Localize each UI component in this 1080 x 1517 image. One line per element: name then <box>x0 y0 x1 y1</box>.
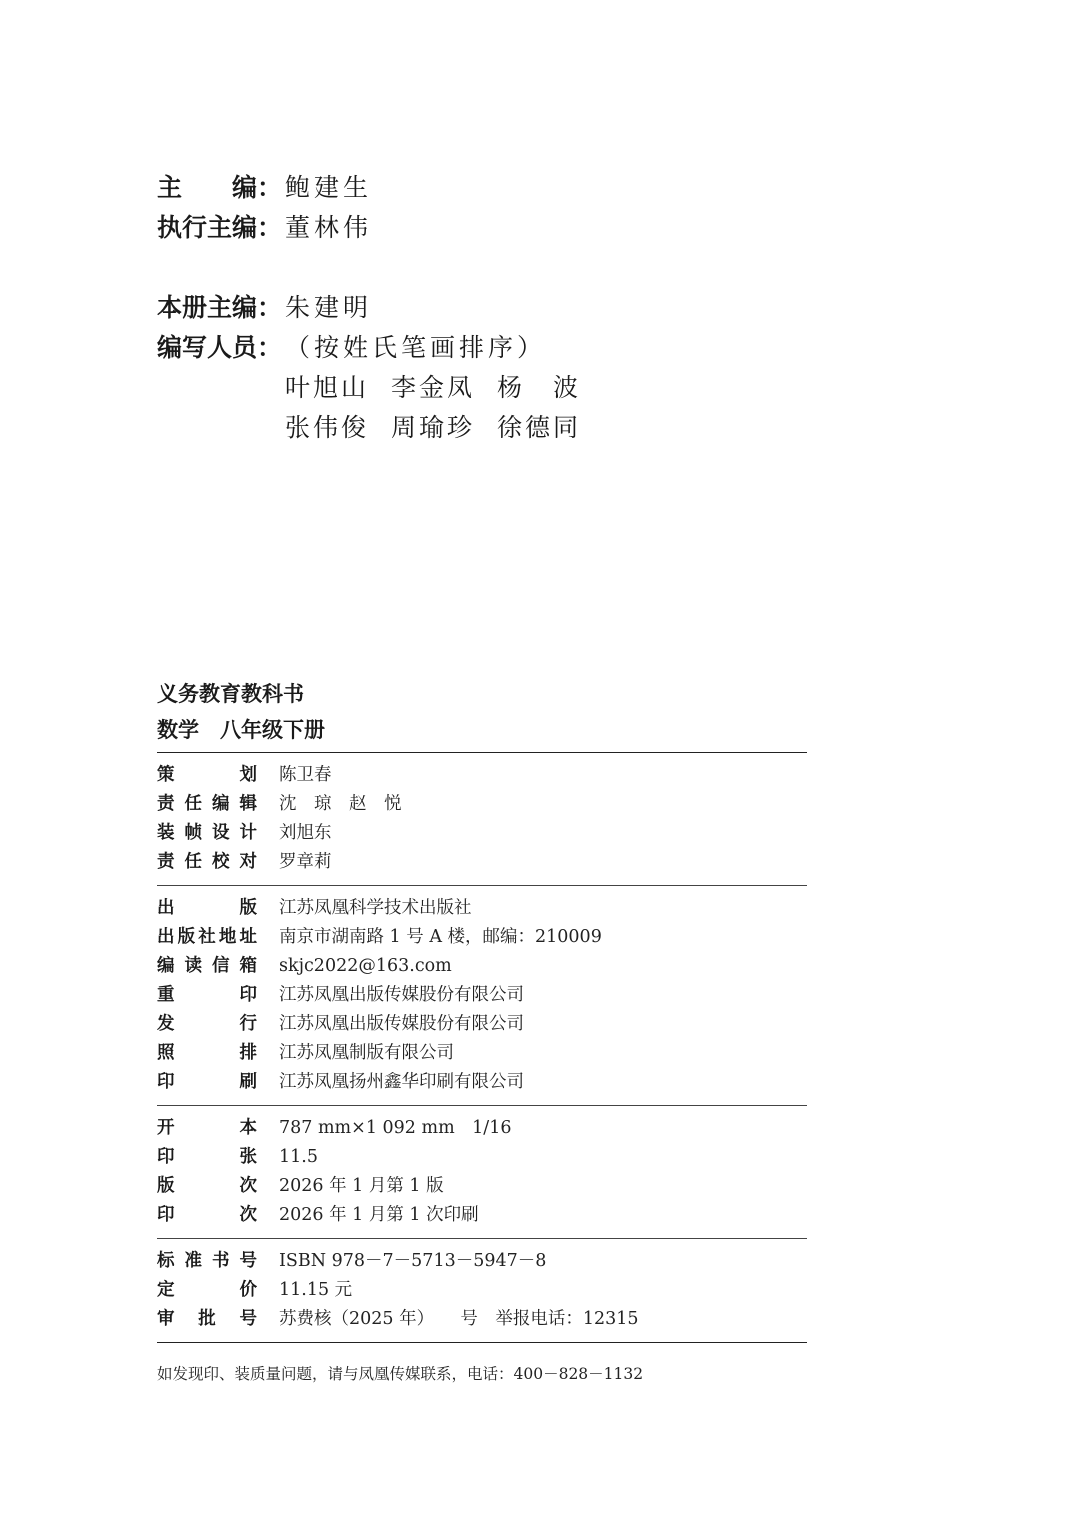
imprint-value: 2026 年 1 月第 1 次印刷 <box>279 1205 479 1225</box>
imprint-label-char: 版 <box>177 927 196 947</box>
imprint-label-char: 编 <box>157 956 175 976</box>
imprint-label <box>157 1201 257 1230</box>
imprint-value: 江苏凤凰出版传媒股份有限公司 <box>279 985 524 1005</box>
imprint-label-char: 社 <box>198 927 216 947</box>
imprint-section <box>157 753 807 885</box>
imprint-label <box>157 1068 257 1097</box>
imprint-label-char: 照 <box>157 1043 175 1063</box>
volume-editor-line <box>157 288 603 328</box>
imprint-value: 江苏凤凰扬州鑫华印刷有限公司 <box>279 1072 524 1092</box>
imprint-label-char: 次 <box>239 1205 257 1225</box>
imprint-label-char: 书 <box>212 1251 230 1271</box>
imprint-sections <box>157 753 807 1343</box>
imprint-label-char: 审 <box>157 1309 175 1329</box>
imprint-label-char: 帧 <box>184 823 202 843</box>
imprint-value: ISBN 978－7－5713－5947－8 <box>279 1251 547 1271</box>
credits-block <box>157 168 603 448</box>
imprint-row <box>157 923 807 952</box>
imprint-label-char: 版 <box>239 898 257 918</box>
imprint-label-char: 信 <box>212 956 230 976</box>
imprint-row <box>157 790 807 819</box>
imprint-label <box>157 761 257 790</box>
imprint-row <box>157 1114 807 1143</box>
imprint-row <box>157 761 807 790</box>
imprint-label-char: 价 <box>239 1280 257 1300</box>
imprint-row <box>157 1039 807 1068</box>
imprint-label-char: 责 <box>157 794 175 814</box>
imprint-label <box>157 790 257 819</box>
imprint-label <box>157 952 257 981</box>
imprint-row <box>157 1247 807 1276</box>
volume-editor-name: 朱建明 <box>285 293 373 322</box>
imprint-label-char: 址 <box>239 927 257 947</box>
imprint-label <box>157 981 257 1010</box>
imprint-label <box>157 1172 257 1201</box>
imprint-row <box>157 1143 807 1172</box>
imprint-label-char: 策 <box>157 765 175 785</box>
imprint-label-char: 发 <box>157 1014 175 1034</box>
imprint-value: 沈 琼 赵 悦 <box>279 794 402 814</box>
imprint-row <box>157 848 807 877</box>
imprint-value: 苏费核（2025 年） 号 举报电话：12315 <box>279 1309 639 1329</box>
writer-name: 张伟俊 <box>285 413 370 442</box>
writer-name: 叶旭山 <box>285 373 370 402</box>
imprint-row <box>157 981 807 1010</box>
imprint-label-char: 对 <box>239 852 257 872</box>
writer-name: 杨 波 <box>497 373 582 402</box>
imprint-label-char: 印 <box>157 1072 175 1092</box>
executive-editor-line <box>157 208 603 248</box>
imprint-value: 11.15 元 <box>279 1280 353 1300</box>
writers-row <box>285 408 603 448</box>
book-series: 义务教育教科书 <box>157 682 304 706</box>
imprint-label <box>157 923 257 952</box>
imprint-label-char: 开 <box>157 1118 175 1138</box>
imprint-value: 刘旭东 <box>279 823 332 843</box>
imprint-label-char: 校 <box>212 852 230 872</box>
imprint-label-char: 准 <box>184 1251 202 1271</box>
imprint-row <box>157 819 807 848</box>
imprint-label <box>157 1039 257 1068</box>
imprint-label-char: 出 <box>157 898 175 918</box>
imprint-label-char: 箱 <box>239 956 257 976</box>
imprint-row <box>157 1201 807 1230</box>
imprint-value: skjc2022@163.com <box>279 956 452 976</box>
imprint-label-char: 号 <box>239 1309 257 1329</box>
imprint-value: 2026 年 1 月第 1 版 <box>279 1176 444 1196</box>
imprint-label <box>157 1143 257 1172</box>
imprint-value: 江苏凤凰科学技术出版社 <box>279 898 472 918</box>
footer-notice: 如发现印、装质量问题，请与凤凰传媒联系，电话：400－828－1132 <box>157 1365 644 1383</box>
imprint-value: 江苏凤凰制版有限公司 <box>279 1043 454 1063</box>
imprint-label-char: 印 <box>157 1205 175 1225</box>
imprint-label <box>157 894 257 923</box>
imprint-value: 787 mm×1 092 mm 1/16 <box>279 1118 512 1138</box>
book-title: 数学 八年级下册 <box>157 718 325 742</box>
divider <box>157 1342 807 1343</box>
writers-names <box>285 368 603 448</box>
imprint-label-char: 印 <box>239 985 257 1005</box>
imprint-label <box>157 848 257 877</box>
executive-editor-label: 执行主编： <box>157 213 283 242</box>
imprint-label <box>157 1247 257 1276</box>
imprint-row <box>157 1305 807 1334</box>
imprint-label-char: 编 <box>212 794 230 814</box>
imprint-section <box>157 1106 807 1238</box>
imprint-label <box>157 1305 257 1334</box>
imprint-row <box>157 1010 807 1039</box>
imprint-label-char: 印 <box>157 1147 175 1167</box>
imprint-label-char: 设 <box>212 823 230 843</box>
imprint-label-char: 读 <box>184 956 202 976</box>
imprint-label-char: 定 <box>157 1280 175 1300</box>
imprint-label-char: 标 <box>157 1251 175 1271</box>
imprint-label-char: 出 <box>157 927 175 947</box>
imprint-label-char: 张 <box>239 1147 257 1167</box>
imprint-label-char: 排 <box>239 1043 257 1063</box>
imprint-row <box>157 1172 807 1201</box>
imprint-value: 罗章莉 <box>279 852 332 872</box>
executive-editor-name: 董林伟 <box>285 213 373 242</box>
writers-note: （按姓氏笔画排序） <box>285 333 547 362</box>
imprint-value: 南京市湖南路 1 号 A 楼，邮编：210009 <box>279 927 602 947</box>
imprint-label <box>157 819 257 848</box>
writer-name: 李金凤 <box>391 373 476 402</box>
chief-editor-line <box>157 168 603 208</box>
imprint-label-char: 任 <box>184 852 202 872</box>
imprint-label-char: 次 <box>239 1176 257 1196</box>
imprint-value: 江苏凤凰出版传媒股份有限公司 <box>279 1014 524 1034</box>
imprint-row <box>157 952 807 981</box>
writers-line <box>157 328 603 368</box>
imprint-label-char: 装 <box>157 823 175 843</box>
chief-editor-label: 主 编： <box>157 173 283 202</box>
chief-editor-name: 鲍建生 <box>285 173 373 202</box>
imprint-row <box>157 1276 807 1305</box>
copyright-block <box>157 676 807 1343</box>
imprint-label-char: 划 <box>239 765 257 785</box>
imprint-label-char: 辑 <box>239 794 257 814</box>
imprint-label-char: 任 <box>184 794 202 814</box>
imprint-label-char: 责 <box>157 852 175 872</box>
imprint-label <box>157 1010 257 1039</box>
imprint-label-char: 号 <box>239 1251 257 1271</box>
writers-row <box>285 368 603 408</box>
imprint-label-char: 地 <box>218 927 237 947</box>
imprint-row <box>157 1068 807 1097</box>
imprint-value: 11.5 <box>279 1147 318 1167</box>
imprint-section <box>157 886 807 1105</box>
imprint-value: 陈卫春 <box>279 765 332 785</box>
imprint-label-char: 批 <box>198 1309 216 1329</box>
imprint-label-char: 本 <box>239 1118 257 1138</box>
imprint-label-char: 版 <box>157 1176 175 1196</box>
writer-name: 徐德同 <box>497 413 582 442</box>
imprint-label-char: 行 <box>239 1014 257 1034</box>
imprint-label <box>157 1276 257 1305</box>
imprint-label-char: 刷 <box>239 1072 257 1092</box>
writer-name: 周瑜珍 <box>391 413 476 442</box>
imprint-row <box>157 894 807 923</box>
imprint-section <box>157 1239 807 1342</box>
volume-editor-label: 本册主编： <box>157 293 283 322</box>
imprint-label-char: 计 <box>239 823 257 843</box>
imprint-label <box>157 1114 257 1143</box>
writers-label: 编写人员： <box>157 333 283 362</box>
imprint-label-char: 重 <box>157 985 175 1005</box>
